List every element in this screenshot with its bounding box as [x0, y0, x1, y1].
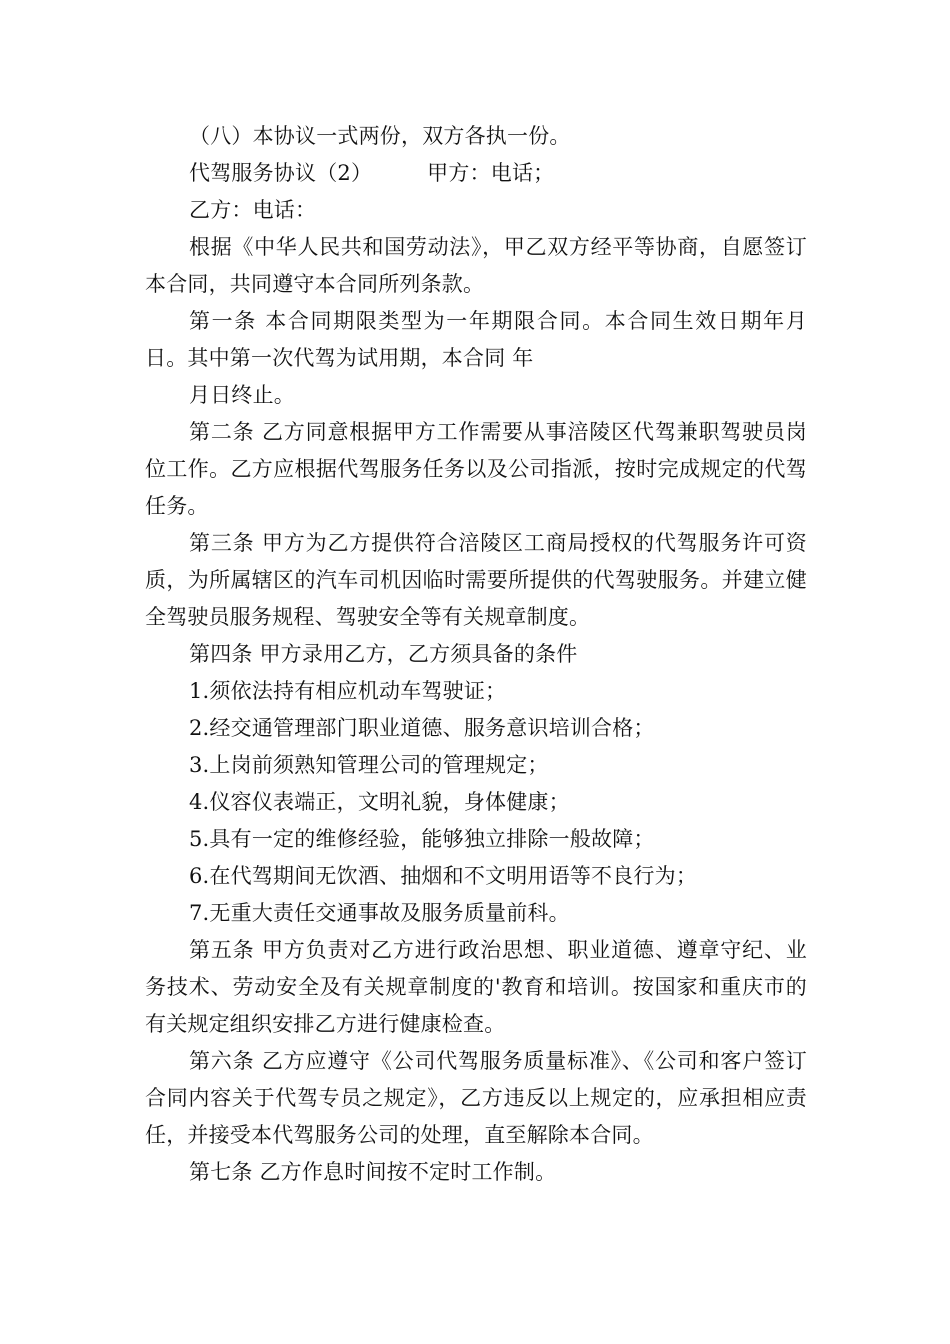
article-3: 第三条 甲方为乙方提供符合涪陵区工商局授权的代驾服务许可资质，为所属辖区的汽车司机因临时需要所提供的代驾驶服务。并建立健全驾驶员服务规程、驾驶安全等有关规章制度。 [145, 531, 807, 629]
preamble-paragraph: 根据《中华人民共和国劳动法》，甲乙双方经平等协商，自愿签订本合同，共同遵守本合同所列条款。 [145, 235, 807, 296]
list-item: 5.具有一定的维修经验，能够独立排除一般故障； [189, 827, 655, 851]
article-2: 第二条 乙方同意根据甲方工作需要从事涪陵区代驾兼职驾驶员岗位工作。乙方应根据代驾服务任务以及公司指派，按时完成规定的代驾任务。 [145, 420, 807, 518]
article-4: 第四条 甲方录用乙方，乙方须具备的条件 [189, 642, 578, 666]
list-item: 7.无重大责任交通事故及服务质量前科。 [189, 901, 570, 925]
agreement-title-line: 代驾服务协议（2） 甲方：电话； [189, 161, 555, 185]
copies-clause: （八）本协议一式两份，双方各执一份。 [189, 124, 571, 148]
article-1-continuation: 月日终止。 [189, 383, 295, 407]
article-1: 第一条 本合同期限类型为一年期限合同。本合同生效日期年月日。其中第一次代驾为试用期，本合同 年 [145, 309, 807, 370]
article-7: 第七条 乙方作息时间按不定时工作制。 [189, 1160, 557, 1184]
party-b-line: 乙方：电话： [189, 198, 317, 222]
document-page [145, 118, 807, 1191]
list-item: 3.上岗前须熟知管理公司的管理规定； [189, 753, 549, 777]
list-item: 6.在代驾期间无饮酒、抽烟和不文明用语等不良行为； [189, 864, 698, 888]
list-item: 2.经交通管理部门职业道德、服务意识培训合格； [189, 716, 655, 740]
article-5: 第五条 甲方负责对乙方进行政治思想、职业道德、遵章守纪、业务技术、劳动安全及有关规章制度的'教育和培训。按国家和重庆市的有关规定组织安排乙方进行健康检查。 [145, 938, 807, 1036]
list-item: 1.须依法持有相应机动车驾驶证； [189, 679, 507, 703]
article-6: 第六条 乙方应遵守《公司代驾服务质量标准》、《公司和客户签订合同内容关于代驾专员之规定》，乙方违反以上规定的，应承担相应责任，并接受本代驾服务公司的处理，直至解除本合同。 [145, 1049, 807, 1147]
list-item: 4.仪容仪表端正，文明礼貌，身体健康； [189, 790, 570, 814]
